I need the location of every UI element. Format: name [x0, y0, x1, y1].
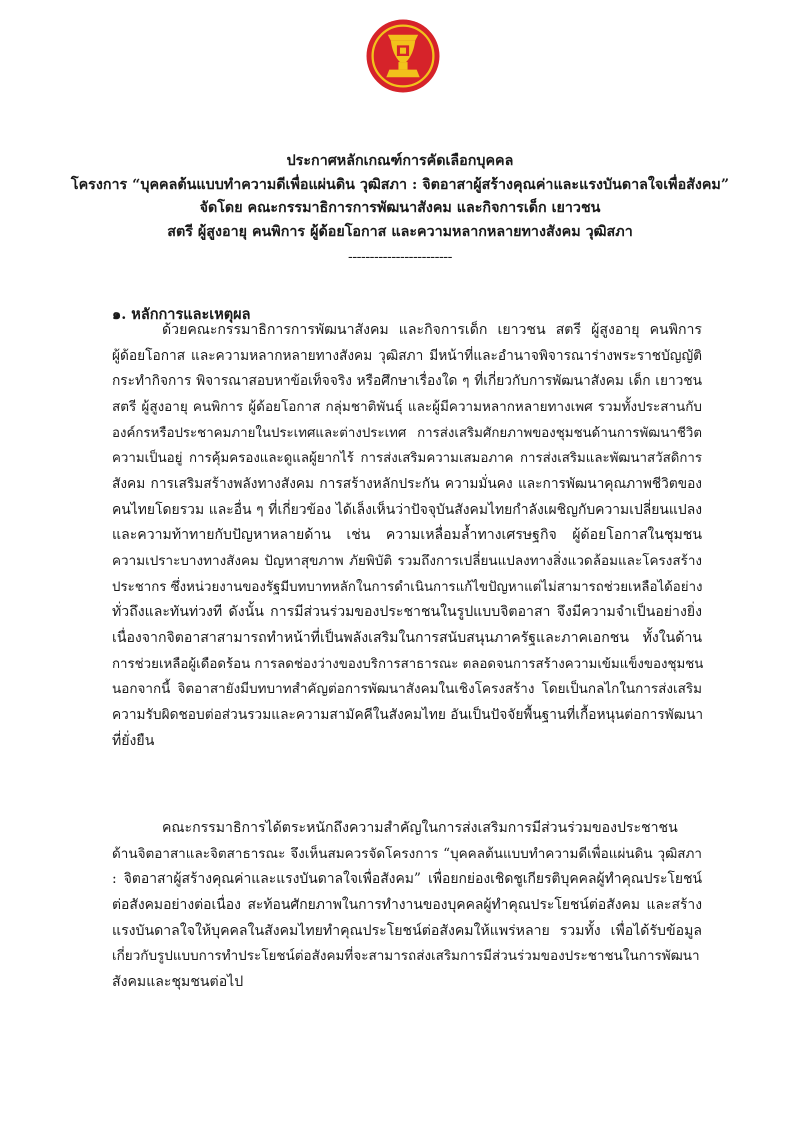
paragraph-line: คณะกรรมาธิการได้ตระหนักถึงความสำคัญในการส่งเสริมการมีส่วนร่วมของประชาชน: [162, 820, 678, 836]
paragraph-line: ประชากร ซึ่งหน่วยงานของรัฐมีบทบาทหลักในการดำเนินการแก้ไขปัญหาแต่ไม่สามารถช่วยเหลือได้อย่าง: [112, 579, 703, 595]
paragraph-line: แรงบันดาลใจให้บุคคลในสังคมไทยทำคุณประโยชน์ต่อสังคมให้แพร่หลาย รวมทั้ง เพื่อได้รับข้อมูล: [112, 922, 702, 939]
paragraph-line: คนไทยโดยรวม และอื่น ๆ ที่เกี่ยวข้อง ได้เล็งเห็นว่าปัจจุบันสังคมไทยกำลังเผชิญกับความเปลี่ยนแปลง: [112, 501, 702, 518]
organizer-line: จัดโดย คณะกรรมาธิการการพัฒนาสังคม และกิจการเด็ก เยาวชน: [199, 200, 601, 216]
header-separator: ------------------------: [348, 249, 452, 265]
announcement-title: ประกาศหลักเกณฑ์การคัดเลือกบุคคล: [286, 153, 514, 169]
paragraph-line: ความเป็นอยู่ การคุ้มครองและดูแลผู้ยากไร้ การส่งเสริมความเสมอภาค การส่งเสริมและพัฒนาสวัสดิการ: [112, 451, 702, 467]
paragraph-line: เนื่องจากจิตอาสาสามารถทำหน้าที่เป็นพลังเสริมในการสนับสนุนภาครัฐและภาคเอกชน ทั้งในด้าน: [112, 629, 702, 646]
paragraph-line: องค์กรหรือประชาคมภายในประเทศและต่างประเทศ การส่งเสริมศักยภาพของชุมชนด้านการพัฒนาชีวิต: [112, 425, 702, 441]
paragraph-line: สังคม การเสริมสร้างพลังทางสังคม การสร้างหลักประกัน ความมั่นคง และการพัฒนาคุณภาพชีวิตของ: [112, 475, 702, 492]
paragraph-line: ทั่วถึงและทันท่วงที ดังนั้น การมีส่วนร่วมของประชาชนในรูปแบบจิตอาสา จึงมีความจำเป็นอย่างยิ่ง: [112, 604, 702, 621]
paragraph-line: สังคมและชุมชนต่อไป: [112, 973, 244, 990]
paragraph-line: ต่อสังคมอย่างต่อเนื่อง สะท้อนศักยภาพในการทำงานของบุคคลผู้ทำคุณประโยชน์ต่อสังคม และสร้าง: [112, 896, 702, 913]
paragraph-line: และความท้าทายกับปัญหาหลายด้าน เช่น ความเหลื่อมล้ำทางเศรษฐกิจ ผู้ด้อยโอกาสในชุมชน: [112, 527, 702, 544]
paragraph-line: สตรี ผู้สูงอายุ คนพิการ ผู้ด้อยโอกาส กลุ่มชาติพันธุ์ และผู้มีความหลากหลายทางเพศ รวมทั้งประสานกับ: [112, 398, 702, 415]
paragraph-line: เกี่ยวกับรูปแบบการทำประโยชน์ต่อสังคมที่จะสามารถส่งเสริมการมีส่วนร่วมของประชาชนในการพัฒนา: [112, 948, 700, 965]
paragraph-principles: [112, 318, 702, 754]
parliament-emblem-icon: [365, 18, 441, 94]
paragraph-line: ความเปราะบางทางสังคม ปัญหาสุขภาพ ภัยพิบัติ รวมถึงการเปลี่ยนแปลงทางสิ่งแวดล้อมและโครงสร้าง: [112, 552, 702, 569]
paragraph-line: ความรับผิดชอบต่อส่วนรวมและความสามัคคีในสังคมไทย อันเป็นปัจจัยพื้นฐานที่เกื้อหนุนต่อการพัฒนา: [112, 706, 704, 723]
section-heading: ๑. หลักการและเหตุผล: [112, 306, 251, 323]
paragraph-line: การช่วยเหลือผู้เดือดร้อน การลดช่องว่างของบริการสาธารณะ ตลอดจนการสร้างความเข้มแข็งของชุมชน: [112, 656, 704, 672]
project-title: โครงการ “บุคคลต้นแบบทำความดีเพื่อแผ่นดิน วุฒิสภา : จิตอาสาผู้สร้างคุณค่าและแรงบันดาลใจเพื่อสังคม”: [70, 176, 730, 193]
paragraph-line: ผู้ด้อยโอกาส และความหลากหลายทางสังคม วุฒิสภา มีหน้าที่และอำนาจพิจารณาร่างพระราชบัญญัติ: [112, 347, 702, 364]
paragraph-committee: [112, 816, 702, 996]
paragraph-line: นอกจากนี้ จิตอาสายังมีบทบาทสำคัญต่อการพัฒนาสังคมในเชิงโครงสร้าง โดยเป็นกลไกในการส่งเสริม: [112, 681, 702, 698]
paragraph-line: กระทำกิจการ พิจารณาสอบหาข้อเท็จจริง หรือศึกษาเรื่องใด ๆ ที่เกี่ยวกับการพัฒนาสังคม เด็ก เยาวชน: [112, 373, 702, 390]
document-header: [0, 150, 800, 270]
organizer-line-2: สตรี ผู้สูงอายุ คนพิการ ผู้ด้อยโอกาส และความหลากหลายทางสังคม วุฒิสภา: [167, 223, 633, 240]
paragraph-line: : จิตอาสาผู้สร้างคุณค่าและแรงบันดาลใจเพื่อสังคม” เพื่อยกย่องเชิดชูเกียรติบุคคลผู้ทำคุณประโยชน์: [112, 871, 702, 888]
paragraph-line: ด้านจิตอาสาและจิตสาธารณะ จึงเห็นสมควรจัดโครงการ “บุคคลต้นแบบทำความดีเพื่อแผ่นดิน วุฒิสภา: [112, 845, 702, 862]
paragraph-line: ที่ยั่งยืน: [112, 732, 155, 749]
paragraph-line: ด้วยคณะกรรมาธิการการพัฒนาสังคม และกิจการเด็ก เยาวชน สตรี ผู้สูงอายุ คนพิการ: [162, 322, 702, 338]
